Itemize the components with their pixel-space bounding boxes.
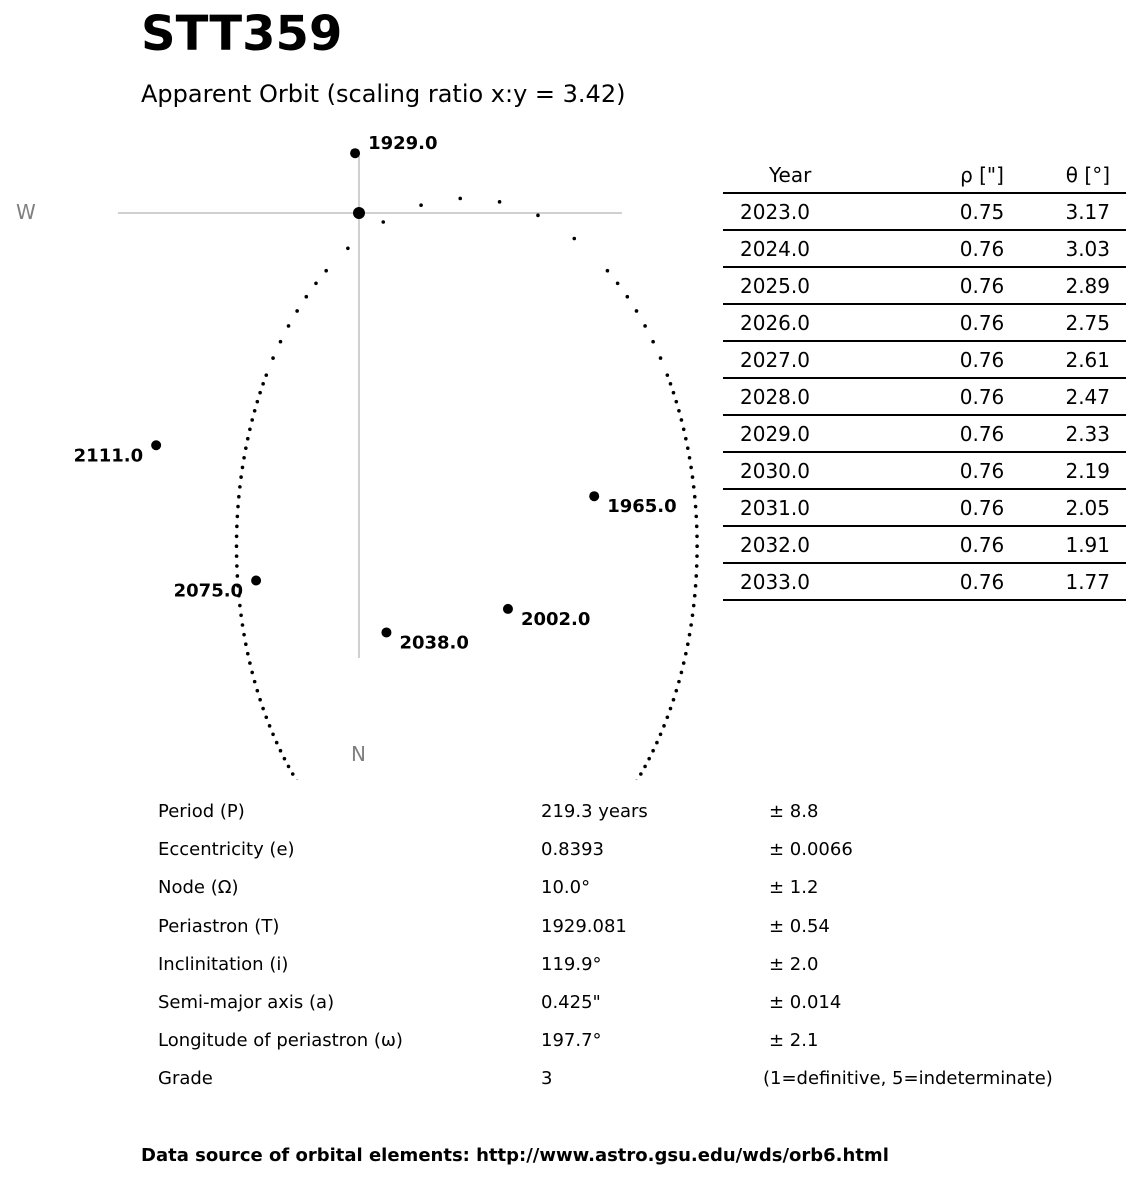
orbit-point: [236, 574, 240, 578]
rho-cell: 0.76: [899, 230, 1065, 267]
orbit-point: [672, 391, 676, 395]
orbit-point: [691, 613, 695, 617]
data-source: Data source of orbital elements: http://www.astro.gsu.edu/wds/orb6.html: [141, 1145, 889, 1166]
orbit-point: [643, 324, 647, 328]
orbit-point: [237, 495, 241, 499]
orbit-point: [684, 652, 688, 656]
rho-cell: 0.76: [899, 563, 1065, 600]
element-value: 3: [541, 1068, 553, 1090]
orbit-point: [689, 466, 693, 470]
rho-cell: 0.76: [899, 489, 1065, 526]
orbit-plot: [0, 0, 700, 780]
orbit-point: [268, 724, 272, 728]
orbit-point: [258, 391, 262, 395]
orbit-point: [261, 707, 265, 711]
year-cell: 2026.0: [723, 304, 899, 341]
element-error: ± 2.1: [769, 1030, 819, 1052]
element-value: 10.0°: [541, 877, 591, 899]
orbit-point: [304, 295, 308, 299]
orbit-point: [680, 418, 684, 422]
orbit-point: [686, 642, 690, 646]
orbit-point: [246, 437, 250, 441]
epoch-point: [251, 576, 261, 586]
orbit-point: [236, 505, 240, 509]
orbit-point: [693, 495, 697, 499]
orbit-point: [572, 237, 576, 241]
orbit-point: [689, 623, 693, 627]
element-error: ± 0.014: [769, 991, 842, 1013]
ephemeris-header-row: [723, 158, 1126, 193]
year-cell: 2023.0: [723, 193, 899, 230]
orbit-point: [536, 214, 540, 218]
rho-cell: 0.76: [899, 267, 1065, 304]
table-row: [723, 415, 1126, 452]
element-name: Inclinitation (i): [158, 953, 289, 975]
orbit-point: [659, 732, 663, 736]
element-error: ± 0.54: [769, 915, 830, 937]
orbit-point: [246, 652, 250, 656]
orbit-point: [250, 418, 254, 422]
orbit-point: [662, 724, 666, 728]
orbit-point: [694, 505, 698, 509]
rho-cell: 0.76: [899, 452, 1065, 489]
epoch-point: [151, 440, 161, 450]
orbit-point: [248, 661, 252, 665]
year-cell: 2027.0: [723, 341, 899, 378]
orbit-point: [669, 707, 673, 711]
table-row: [723, 452, 1126, 489]
orbit-point: [271, 356, 275, 360]
orbit-point: [674, 400, 678, 404]
year-cell: 2031.0: [723, 489, 899, 526]
orbit-point: [253, 409, 257, 413]
theta-cell: 1.91: [1065, 526, 1126, 563]
ephemeris-header-rho: ρ ["]: [899, 158, 1065, 193]
element-value: 0.425": [541, 991, 601, 1013]
orbit-point: [659, 356, 663, 360]
chart-subtitle: Apparent Orbit (scaling ratio x:y = 3.42): [141, 80, 626, 108]
orbit-point: [695, 534, 699, 538]
orbit-point: [239, 613, 243, 617]
orbit-point: [694, 574, 698, 578]
table-row: [723, 489, 1126, 526]
theta-cell: 3.03: [1065, 230, 1126, 267]
orbit-point: [651, 340, 655, 344]
west-label: W: [16, 200, 36, 224]
ephemeris-header-theta: θ [°]: [1065, 158, 1126, 193]
epoch-point: [381, 627, 391, 637]
element-value: 197.7°: [541, 1030, 602, 1052]
orbit-point: [264, 373, 268, 377]
theta-cell: 2.19: [1065, 452, 1126, 489]
table-row: [723, 267, 1126, 304]
orbit-point: [248, 427, 252, 431]
element-name: Grade: [158, 1068, 213, 1090]
orbit-point: [686, 446, 690, 450]
theta-cell: 2.89: [1065, 267, 1126, 304]
rho-cell: 0.76: [899, 415, 1065, 452]
orbit-point: [250, 671, 254, 675]
orbit-point: [235, 554, 239, 558]
orbit-point: [691, 475, 695, 479]
orbit-point: [271, 732, 275, 736]
orbit-point: [688, 456, 692, 460]
orbit-point: [695, 564, 699, 568]
primary-star: [353, 207, 365, 219]
orbit-point: [682, 661, 686, 665]
orbit-point: [242, 633, 246, 637]
orbit-point: [672, 698, 676, 702]
orbit-point: [419, 203, 423, 207]
element-error: ± 1.2: [769, 877, 819, 899]
star-title: STT359: [141, 6, 343, 62]
ephemeris-table: [723, 158, 1126, 601]
rho-cell: 0.75: [899, 193, 1065, 230]
orbit-point: [256, 689, 260, 693]
orbit-point: [256, 400, 260, 404]
orbit-point: [647, 757, 651, 761]
element-value: 219.3 years: [541, 801, 648, 822]
orbit-point: [242, 456, 246, 460]
ephemeris-header-year: Year: [723, 158, 899, 193]
theta-cell: 2.05: [1065, 489, 1126, 526]
theta-cell: 2.75: [1065, 304, 1126, 341]
theta-cell: 2.33: [1065, 415, 1126, 452]
element-name: Periastron (T): [158, 915, 280, 937]
epoch-label: 1929.0: [368, 133, 438, 155]
orbit-point: [258, 698, 262, 702]
element-name: Semi-major axis (a): [158, 991, 335, 1013]
epoch-label: 2038.0: [399, 632, 469, 654]
orbit-point: [635, 309, 639, 313]
table-row: [723, 341, 1126, 378]
epoch-point: [589, 491, 599, 501]
year-cell: 2030.0: [723, 452, 899, 489]
year-cell: 2032.0: [723, 526, 899, 563]
orbit-point: [694, 515, 698, 519]
orbit-point: [458, 197, 462, 201]
orbit-point: [295, 309, 299, 313]
orbit-point: [235, 564, 239, 568]
orbit-point: [692, 485, 696, 489]
orbit-point: [498, 200, 502, 204]
orbit-point: [693, 594, 697, 598]
orbit-point: [695, 525, 699, 529]
element-error: ± 8.8: [769, 801, 819, 822]
theta-cell: 1.77: [1065, 563, 1126, 600]
north-label: N: [351, 742, 366, 766]
epoch-label: 1965.0: [607, 496, 677, 518]
year-cell: 2025.0: [723, 267, 899, 304]
orbit-point: [626, 295, 630, 299]
orbit-point: [684, 437, 688, 441]
orbit-point: [264, 715, 268, 719]
orbit-point: [669, 382, 673, 386]
orbit-point: [666, 373, 670, 377]
orbit-point: [643, 765, 647, 769]
orbit-point: [682, 427, 686, 431]
orbit-point: [291, 772, 295, 776]
table-row: [723, 193, 1126, 230]
orbit-point: [666, 715, 670, 719]
orbit-point: [346, 246, 350, 250]
orbit-point: [680, 671, 684, 675]
orbit-point: [244, 642, 248, 646]
orbit-point: [695, 554, 699, 558]
orbit-point: [238, 604, 242, 608]
year-cell: 2033.0: [723, 563, 899, 600]
orbit-point: [235, 525, 239, 529]
orbit-point: [253, 680, 257, 684]
orbit-point: [695, 544, 699, 548]
element-name: Period (P): [158, 801, 245, 822]
element-error: ± 2.0: [769, 953, 819, 975]
orbit-point: [261, 382, 265, 386]
element-name: Node (Ω): [158, 877, 239, 899]
orbit-point: [639, 772, 643, 776]
year-cell: 2024.0: [723, 230, 899, 267]
orbit-point: [324, 269, 328, 273]
epoch-label: 2075.0: [173, 580, 244, 602]
element-value: 0.8393: [541, 839, 604, 861]
year-cell: 2029.0: [723, 415, 899, 452]
orbit-point: [287, 324, 291, 328]
element-name: Longitude of periastron (ω): [158, 1030, 403, 1052]
element-error: ± 0.0066: [769, 839, 853, 861]
orbit-point: [616, 281, 620, 285]
orbit-point: [236, 515, 240, 519]
orbit-point: [314, 281, 318, 285]
element-error: (1=definitive, 5=indeterminate): [763, 1068, 1053, 1090]
table-row: [723, 563, 1126, 600]
table-row: [723, 304, 1126, 341]
table-row: [723, 378, 1126, 415]
rho-cell: 0.76: [899, 341, 1065, 378]
rho-cell: 0.76: [899, 304, 1065, 341]
table-row: [723, 230, 1126, 267]
orbit-point: [279, 340, 283, 344]
epoch-label: 2111.0: [73, 445, 144, 467]
epoch-point: [350, 148, 360, 158]
orbit-point: [279, 749, 283, 753]
orbit-point: [241, 466, 245, 470]
year-cell: 2028.0: [723, 378, 899, 415]
orbit-point: [655, 741, 659, 745]
element-value: 119.9°: [541, 953, 602, 975]
orbit-point: [239, 475, 243, 479]
orbit-point: [688, 633, 692, 637]
orbit-point: [244, 446, 248, 450]
orbit-point: [287, 765, 291, 769]
element-value: 1929.081: [541, 915, 627, 937]
orbit-point: [692, 604, 696, 608]
orbit-point: [606, 269, 610, 273]
orbit-point: [381, 220, 385, 224]
orbit-point: [651, 749, 655, 753]
orbit-point: [238, 485, 242, 489]
orbit-point: [241, 623, 245, 627]
orbit-point: [674, 689, 678, 693]
rho-cell: 0.76: [899, 526, 1065, 563]
theta-cell: 2.61: [1065, 341, 1126, 378]
element-name: Eccentricity (e): [158, 839, 295, 861]
orbit-point: [283, 757, 287, 761]
theta-cell: 3.17: [1065, 193, 1126, 230]
orbit-point: [677, 680, 681, 684]
epoch-label: 2002.0: [520, 608, 591, 630]
orbit-point: [235, 544, 239, 548]
epoch-point: [503, 604, 513, 614]
rho-cell: 0.76: [899, 378, 1065, 415]
orbit-point: [275, 741, 279, 745]
orbit-point: [235, 534, 239, 538]
table-row: [723, 526, 1126, 563]
theta-cell: 2.47: [1065, 378, 1126, 415]
orbit-point: [677, 409, 681, 413]
orbit-point: [694, 584, 698, 588]
